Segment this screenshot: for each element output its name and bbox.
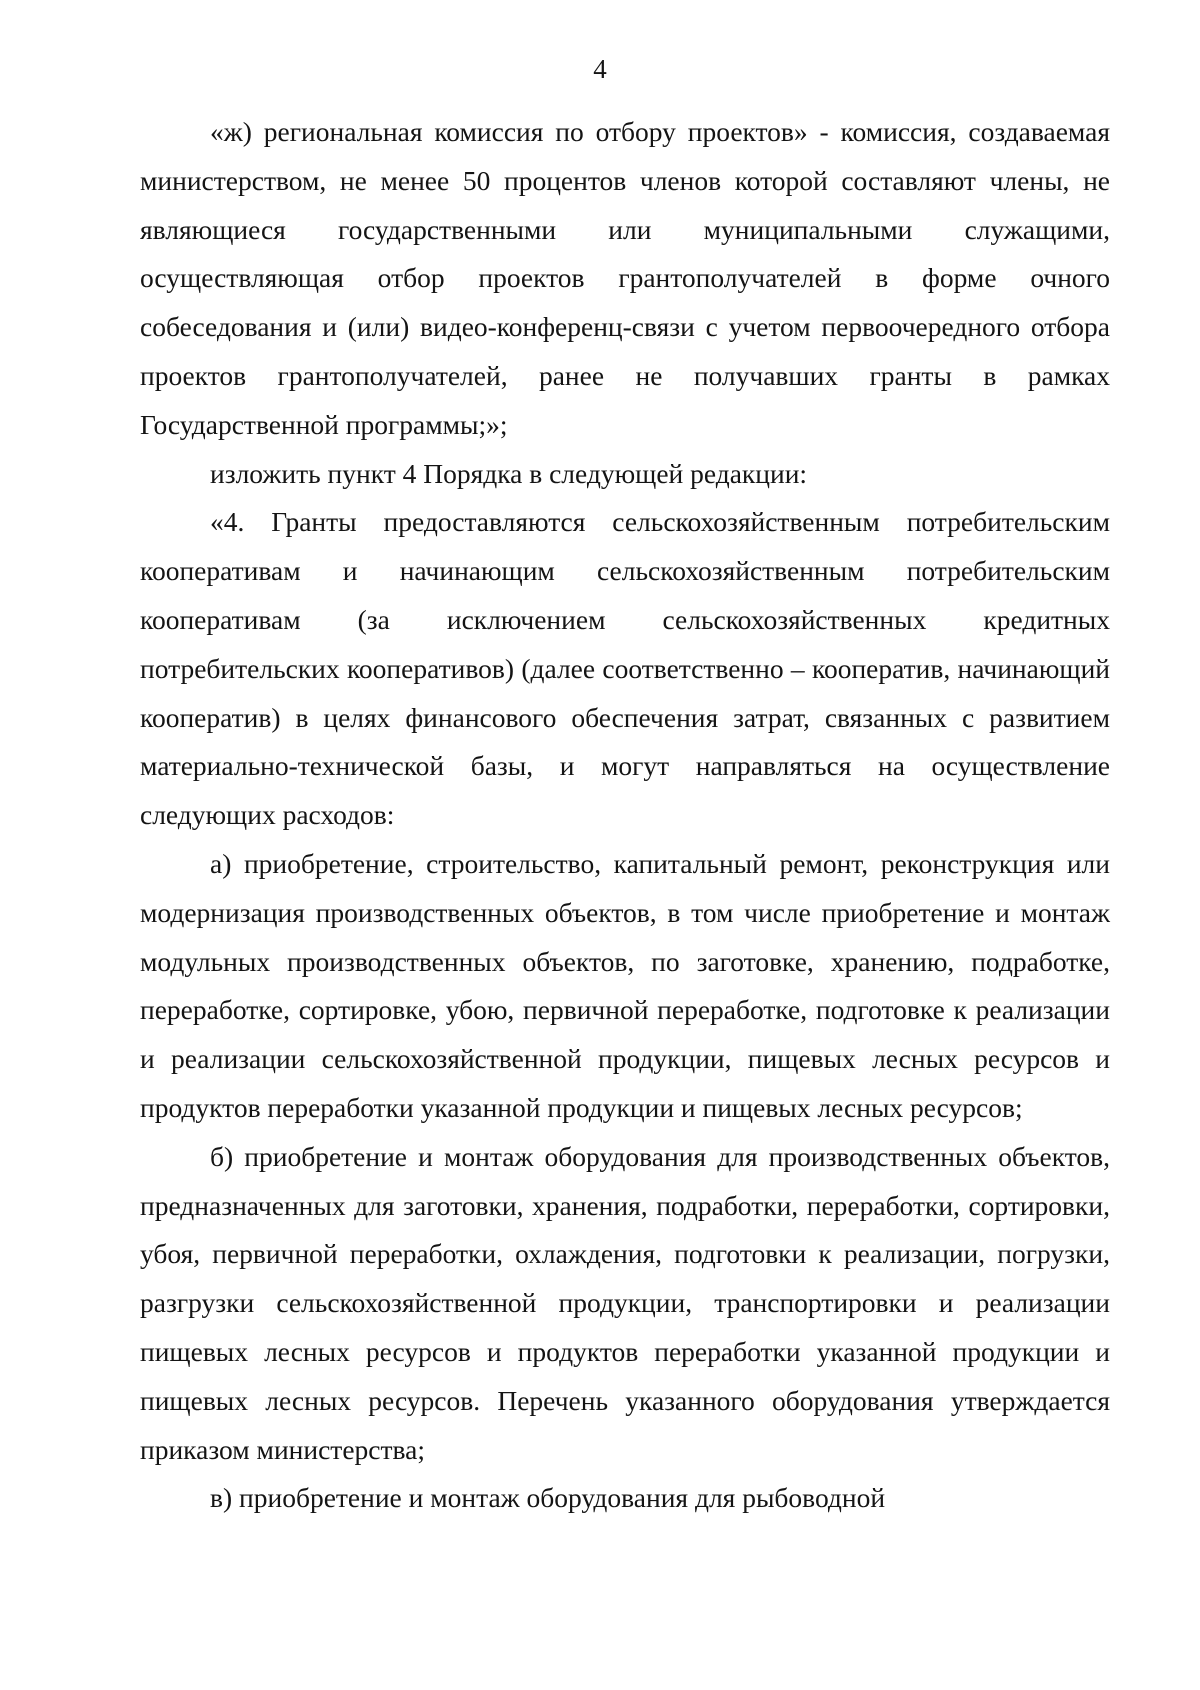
page-number: 4 bbox=[593, 54, 607, 84]
paragraph-amendment-instruction: изложить пункт 4 Порядка в следующей редакции: bbox=[210, 457, 808, 489]
paragraph-subitem-v: в) приобретение и монтаж оборудования для рыбоводной bbox=[210, 1482, 886, 1514]
document-body bbox=[140, 108, 1110, 1523]
paragraph-definition-commission: «ж) региональная комиссия по отбору проектов» - комиссия, создаваемая министерством, не менее 50 процентов членов которой составляют члены, не являющиеся государственными или муниципальными служащими, осуществляющая отбор проектов грантополучателей в форме очного собеседования и (или) видео-конференц-связи с учетом первоочередного отбора проектов грантополучателей, ранее не получавших гранты в рамках Государственной программы;»; bbox=[140, 116, 1110, 440]
paragraph-item-4-grants: «4. Гранты предоставляются сельскохозяйственным потребительским кооперативам и начинающим сельскохозяйственным потребительским кооперативам (за исключением сельскохозяйственных кредитных потребительских кооперативов) (далее соответственно – кооператив, начинающий кооператив) в целях финансового обеспечения затрат, связанных с развитием материально-технической базы, и могут направляться на осуществление следующих расходов: bbox=[140, 506, 1110, 831]
paragraph-subitem-b: б) приобретение и монтаж оборудования для производственных объектов, предназначенных для заготовки, хранения, подработки, переработки, сортировки, убоя, первичной переработки, охлаждения, подготовки к реализации, погрузки, разгрузки сельскохозяйственной продукции, транспортировки и реализации пищевых лесных ресурсов и продуктов переработки указанной продукции и пищевых лесных ресурсов. Перечень указанного оборудования утверждается приказом министерства; bbox=[140, 1140, 1110, 1465]
paragraph-subitem-a: а) приобретение, строительство, капитальный ремонт, реконструкция или модернизация производственных объектов, в том числе приобретение и монтаж модульных производственных объектов, по заготовке, хранению, подработке, переработке, сортировке, убою, первичной переработке, подготовке к реализации и реализации сельскохозяйственной продукции, пищевых лесных ресурсов и продуктов переработки указанной продукции и пищевых лесных ресурсов; bbox=[140, 847, 1110, 1123]
